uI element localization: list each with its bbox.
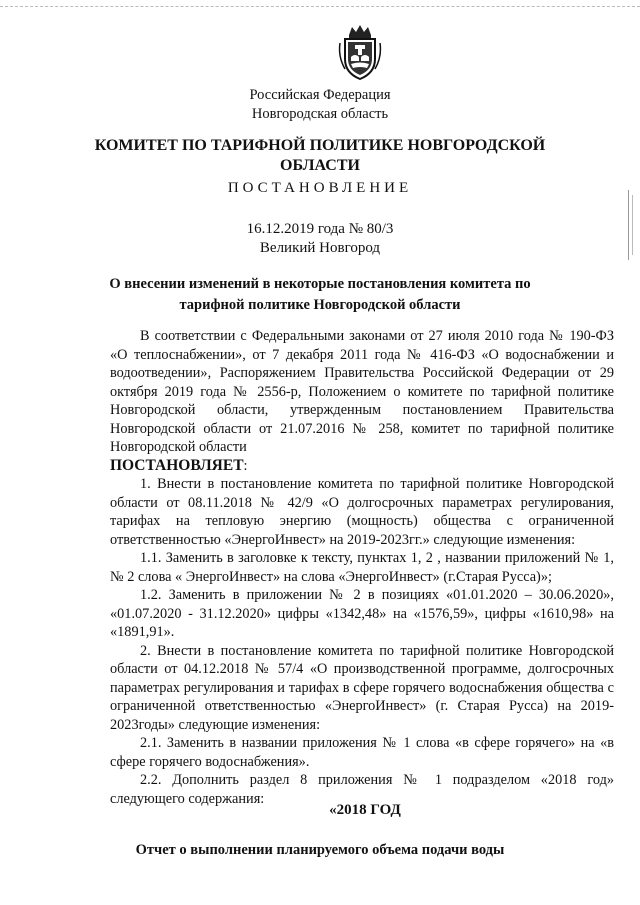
- item-2-paragraph: 2. Внести в постановление комитета по тарифной политике Новгородской области от 04.12.2018 № 57/4 «О производственной программе, долгосрочных параметрах регулирования и тарифах в сфере горячего водоснабжения общества с ограниченной ответственностью «ЭнергоИнвест» (г. Старая Русса) на 2019-2023годы» следующие изменения:: [110, 642, 614, 733]
- item-2-2-paragraph: 2.2. Дополнить раздел 8 приложения № 1 подразделом «2018 год» следующего содержания:: [110, 772, 614, 807]
- document-type: ПОСТАНОВЛЕНИЕ: [227, 180, 413, 196]
- committee-title-line1: КОМИТЕТ ПО ТАРИФНОЙ ПОЛИТИКЕ НОВГОРОДСКОЙ: [94, 137, 546, 154]
- scan-top-edge: [0, 6, 640, 7]
- region-name: Новгородская область: [251, 106, 389, 122]
- report-heading: Отчет о выполнении планируемого объема подачи воды: [135, 842, 505, 858]
- date-number: 16.12.2019 года № 80/3: [246, 221, 394, 237]
- item-1-2-paragraph: 1.2. Заменить в приложении № 2 в позициях «01.01.2020 – 30.06.2020», «01.07.2020 - 31.12.2020» цифры «1342,48» на «1576,59», цифры «1610,98» на «1891,91».: [110, 587, 614, 640]
- preamble-paragraph: В соответствии с Федеральными законами от 27 июля 2010 года № 190-ФЗ «О теплоснабжении», от 7 декабря 2011 года № 416-ФЗ «О водоснабжении и водоотведении», Распоряжением Правительства Российской Федерации от 29 октября 2019 года № 2556-р, Положением о комитете по тарифной политике Новгородской области, утвержденным постановлением Правительства Новгородской области от 21.07.2016 № 258, комитет по тарифной политике Новгородской области: [110, 328, 614, 455]
- year-heading: «2018 ГОД: [329, 802, 401, 818]
- coat-of-arms-emblem: [337, 23, 383, 81]
- subject-line1: О внесении изменений в некоторые постановления комитета по: [109, 276, 531, 292]
- subject-line2: тарифной политике Новгородской области: [179, 297, 461, 313]
- resolves-word: ПОСТАНОВЛЯЕТ: [110, 456, 244, 474]
- resolves-colon: :: [243, 457, 248, 474]
- committee-title-line2: ОБЛАСТИ: [280, 157, 360, 174]
- item-1-1-paragraph: 1.1. Заменить в заголовке к тексту, пунктах 1, 2 , названии приложений № 1, № 2 слова « ЭнергоИнвест» на слова «ЭнергоИнвест» (г.Старая Русса)»;: [110, 550, 614, 585]
- document-body: [110, 327, 614, 808]
- item-1-paragraph: 1. Внести в постановление комитета по тарифной политике Новгородской области от 08.11.2018 № 42/9 «О долгосрочных параметрах регулирования, тарифах на тепловую энергию (мощность) общества с ограниченной ответственностью «ЭнергоИнвест» на 2019-2023гг.» следующие изменения:: [110, 476, 614, 548]
- city: Великий Новгород: [259, 240, 381, 256]
- resolves-heading: [110, 457, 614, 476]
- country-name: Российская Федерация: [249, 87, 391, 103]
- item-2-1-paragraph: 2.1. Заменить в названии приложения № 1 слова «в сфере горячего» на «в сфере горячего водоснабжения».: [110, 735, 614, 770]
